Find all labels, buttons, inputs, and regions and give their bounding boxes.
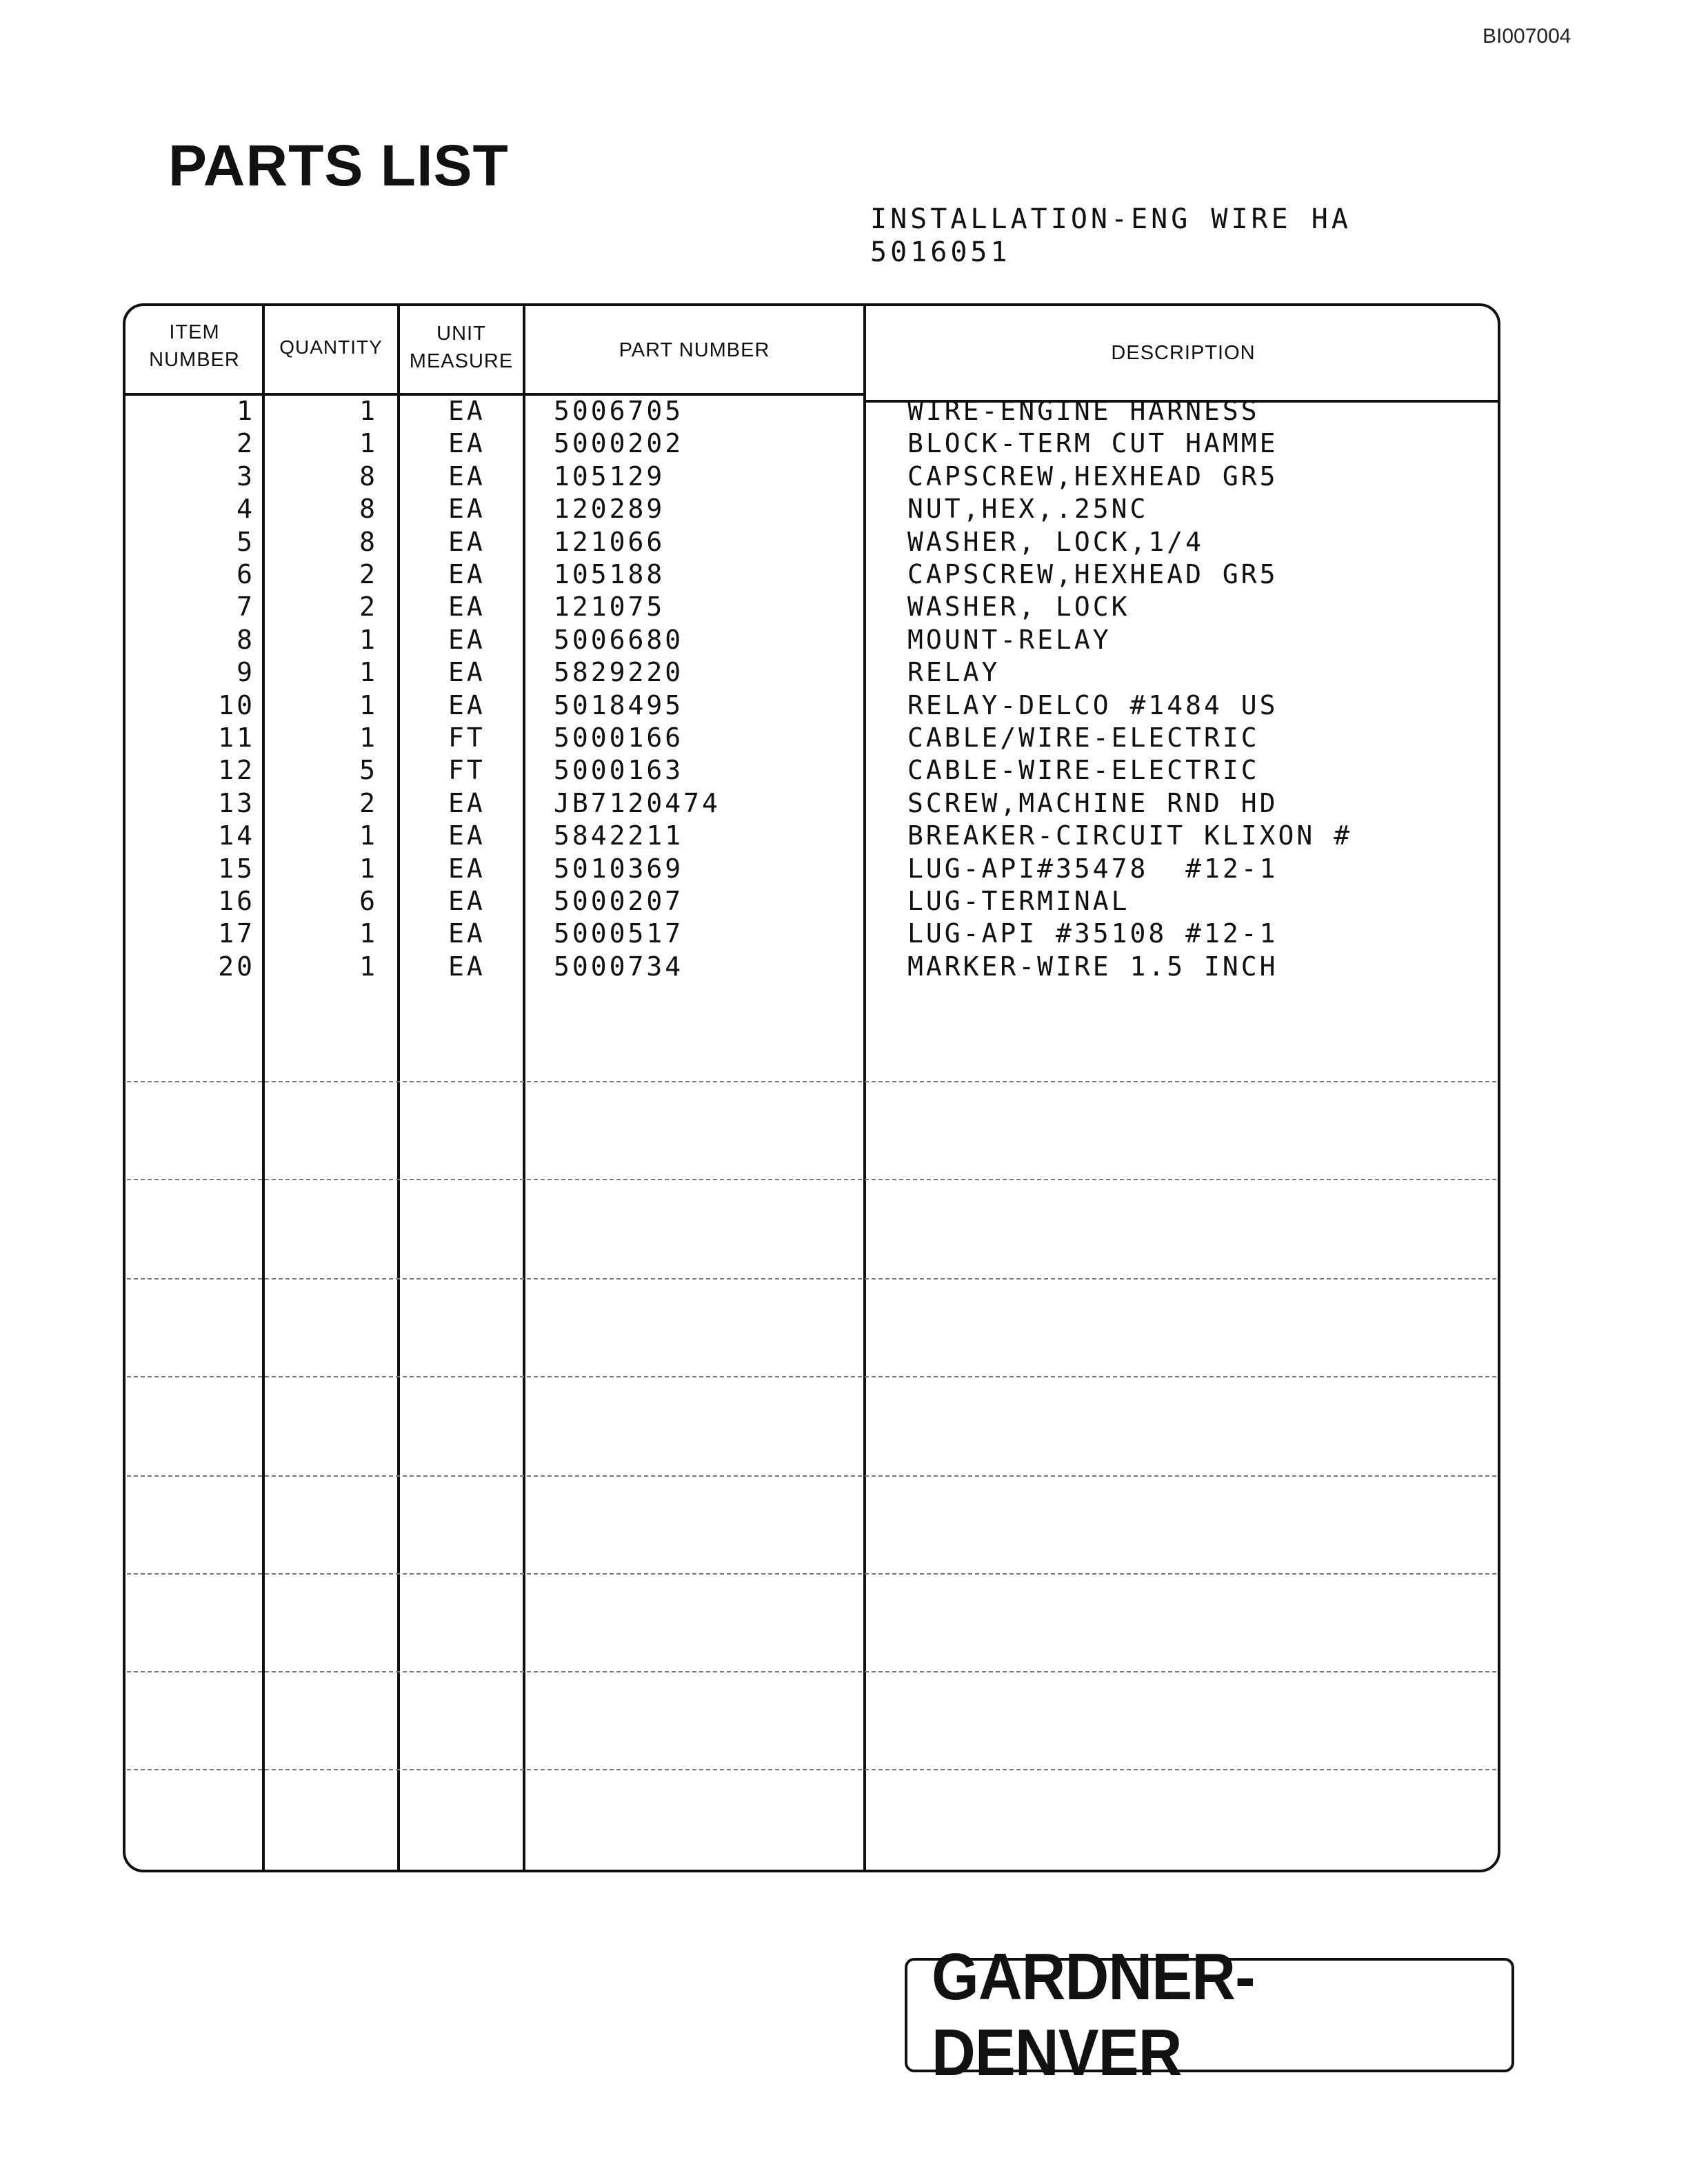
item-number-cell: 9 — [237, 657, 255, 688]
item-number-cell: 15 — [218, 853, 255, 884]
assembly-name: INSTALLATION-ENG WIRE HA — [870, 203, 1352, 235]
item-number-cell: 10 — [218, 689, 255, 720]
quantity-cell: 1 — [359, 820, 378, 851]
unit-measure-cell: FT — [448, 722, 485, 753]
part-number-cell: 121066 — [554, 526, 665, 557]
table-row — [0, 492, 1688, 525]
header-quantity: QUANTITY — [279, 336, 383, 358]
blank-row-rule — [127, 1179, 1496, 1180]
header-description: DESCRIPTION — [1111, 342, 1256, 364]
quantity-cell: 8 — [359, 461, 378, 492]
blank-row-rule — [127, 1376, 1496, 1377]
quantity-cell: 2 — [359, 787, 378, 818]
assembly-subtitle — [870, 203, 1352, 269]
part-number-cell: 5000734 — [554, 951, 684, 982]
item-number-cell: 14 — [218, 820, 255, 851]
header-part-number: PART NUMBER — [619, 339, 770, 361]
description-cell: CABLE/WIRE-ELECTRIC — [907, 722, 1260, 753]
item-number-cell: 20 — [218, 951, 255, 982]
part-number-cell: 120289 — [554, 494, 665, 525]
unit-measure-cell: EA — [448, 461, 485, 492]
part-number-cell: 5010369 — [554, 853, 684, 884]
table-row — [0, 819, 1688, 852]
blank-row-rule — [127, 1278, 1496, 1280]
unit-measure-cell: EA — [448, 624, 485, 655]
unit-measure-cell: EA — [448, 526, 485, 557]
description-cell: WIRE-ENGINE HARNESS — [907, 396, 1260, 426]
table-row — [0, 884, 1688, 918]
part-number-cell: 121075 — [554, 592, 665, 623]
table-row — [0, 460, 1688, 493]
table-row — [0, 656, 1688, 689]
table-row — [0, 558, 1688, 591]
part-number-cell: 105129 — [554, 461, 665, 492]
item-number-cell: 7 — [237, 592, 255, 623]
logo-wordmark: GARDNER-DENVER — [932, 1940, 1255, 2090]
part-number-cell: 5000166 — [554, 722, 684, 753]
item-number-cell: 5 — [237, 526, 255, 557]
assembly-number: 5016051 — [870, 236, 1011, 268]
part-number-cell: 5829220 — [554, 657, 684, 688]
description-cell: LUG-API#35478 #12-1 — [907, 853, 1278, 884]
table-row — [0, 623, 1688, 656]
table-row — [0, 394, 1688, 427]
description-cell: LUG-API #35108 #12-1 — [907, 918, 1278, 949]
unit-measure-cell: EA — [448, 820, 485, 851]
quantity-cell: 1 — [359, 951, 378, 982]
blank-row-rule — [127, 1671, 1496, 1672]
gardner-denver-logo — [905, 1940, 1514, 2090]
unit-measure-cell: EA — [448, 657, 485, 688]
unit-measure-cell: EA — [448, 918, 485, 949]
table-row — [0, 721, 1688, 754]
table-row — [0, 525, 1688, 558]
unit-measure-cell: EA — [448, 428, 485, 459]
description-cell: CAPSCREW,HEXHEAD GR5 — [907, 559, 1278, 589]
part-number-cell: 5006705 — [554, 396, 684, 426]
description-cell: WASHER, LOCK,1/4 — [907, 526, 1205, 557]
quantity-cell: 1 — [359, 722, 378, 753]
quantity-cell: 1 — [359, 918, 378, 949]
item-number-cell: 6 — [237, 559, 255, 589]
table-row — [0, 917, 1688, 950]
header-unit-measure: UNIT MEASURE — [409, 323, 514, 372]
quantity-cell: 1 — [359, 428, 378, 459]
quantity-cell: 1 — [359, 689, 378, 720]
table-row — [0, 754, 1688, 787]
unit-measure-cell: EA — [448, 951, 485, 982]
unit-measure-cell: EA — [448, 787, 485, 818]
description-cell: MARKER-WIRE 1.5 INCH — [907, 951, 1278, 982]
unit-measure-cell: EA — [448, 559, 485, 589]
description-cell: LUG-TERMINAL — [907, 886, 1130, 916]
part-number-cell: 5000202 — [554, 428, 684, 459]
table-row — [0, 852, 1688, 885]
unit-measure-cell: EA — [448, 396, 485, 426]
item-number-cell: 17 — [218, 918, 255, 949]
table-row — [0, 427, 1688, 460]
table-row — [0, 787, 1688, 820]
unit-measure-cell: EA — [448, 494, 485, 525]
item-number-cell: 8 — [237, 624, 255, 655]
blank-row-rule — [127, 1475, 1496, 1477]
item-number-cell: 12 — [218, 755, 255, 786]
quantity-cell: 8 — [359, 494, 378, 525]
quantity-cell: 8 — [359, 526, 378, 557]
description-cell: SCREW,MACHINE RND HD — [907, 787, 1278, 818]
item-number-cell: 3 — [237, 461, 255, 492]
part-number-cell: JB7120474 — [554, 787, 721, 818]
page-title: PARTS LIST — [168, 133, 509, 198]
part-number-cell: 5842211 — [554, 820, 684, 851]
part-number-cell: 105188 — [554, 559, 665, 589]
item-number-cell: 1 — [237, 396, 255, 426]
unit-measure-cell: FT — [448, 755, 485, 786]
table-row — [0, 950, 1688, 983]
part-number-cell: 5000207 — [554, 886, 684, 916]
table-row — [0, 689, 1688, 722]
description-cell: BREAKER-CIRCUIT KLIXON # — [907, 820, 1353, 851]
unit-measure-cell: EA — [448, 592, 485, 623]
quantity-cell: 1 — [359, 396, 378, 426]
item-number-cell: 13 — [218, 787, 255, 818]
quantity-cell: 1 — [359, 624, 378, 655]
item-number-cell: 4 — [237, 494, 255, 525]
description-cell: NUT,HEX,.25NC — [907, 494, 1149, 525]
description-cell: MOUNT-RELAY — [907, 624, 1112, 655]
quantity-cell: 1 — [359, 853, 378, 884]
unit-measure-cell: EA — [448, 886, 485, 916]
blank-row-rule — [127, 1081, 1496, 1082]
blank-row-rule — [127, 1769, 1496, 1770]
item-number-cell: 11 — [218, 722, 255, 753]
description-cell: WASHER, LOCK — [907, 592, 1130, 623]
quantity-cell: 5 — [359, 755, 378, 786]
description-cell: RELAY-DELCO #1484 US — [907, 689, 1278, 720]
part-number-cell: 5000517 — [554, 918, 684, 949]
description-cell: CAPSCREW,HEXHEAD GR5 — [907, 461, 1278, 492]
description-cell: CABLE-WIRE-ELECTRIC — [907, 755, 1260, 786]
item-number-cell: 2 — [237, 428, 255, 459]
document-id: BI007004 — [1483, 25, 1571, 48]
part-number-cell: 5018495 — [554, 689, 684, 720]
header-item-number: ITEM NUMBER — [149, 321, 240, 371]
quantity-cell: 6 — [359, 886, 378, 916]
quantity-cell: 2 — [359, 559, 378, 589]
table-row — [0, 590, 1688, 623]
part-number-cell: 5006680 — [554, 624, 684, 655]
unit-measure-cell: EA — [448, 689, 485, 720]
description-cell: BLOCK-TERM CUT HAMME — [907, 428, 1278, 459]
description-cell: RELAY — [907, 657, 1001, 688]
quantity-cell: 2 — [359, 592, 378, 623]
blank-row-rule — [127, 1573, 1496, 1575]
quantity-cell: 1 — [359, 657, 378, 688]
unit-measure-cell: EA — [448, 853, 485, 884]
item-number-cell: 16 — [218, 886, 255, 916]
part-number-cell: 5000163 — [554, 755, 684, 786]
